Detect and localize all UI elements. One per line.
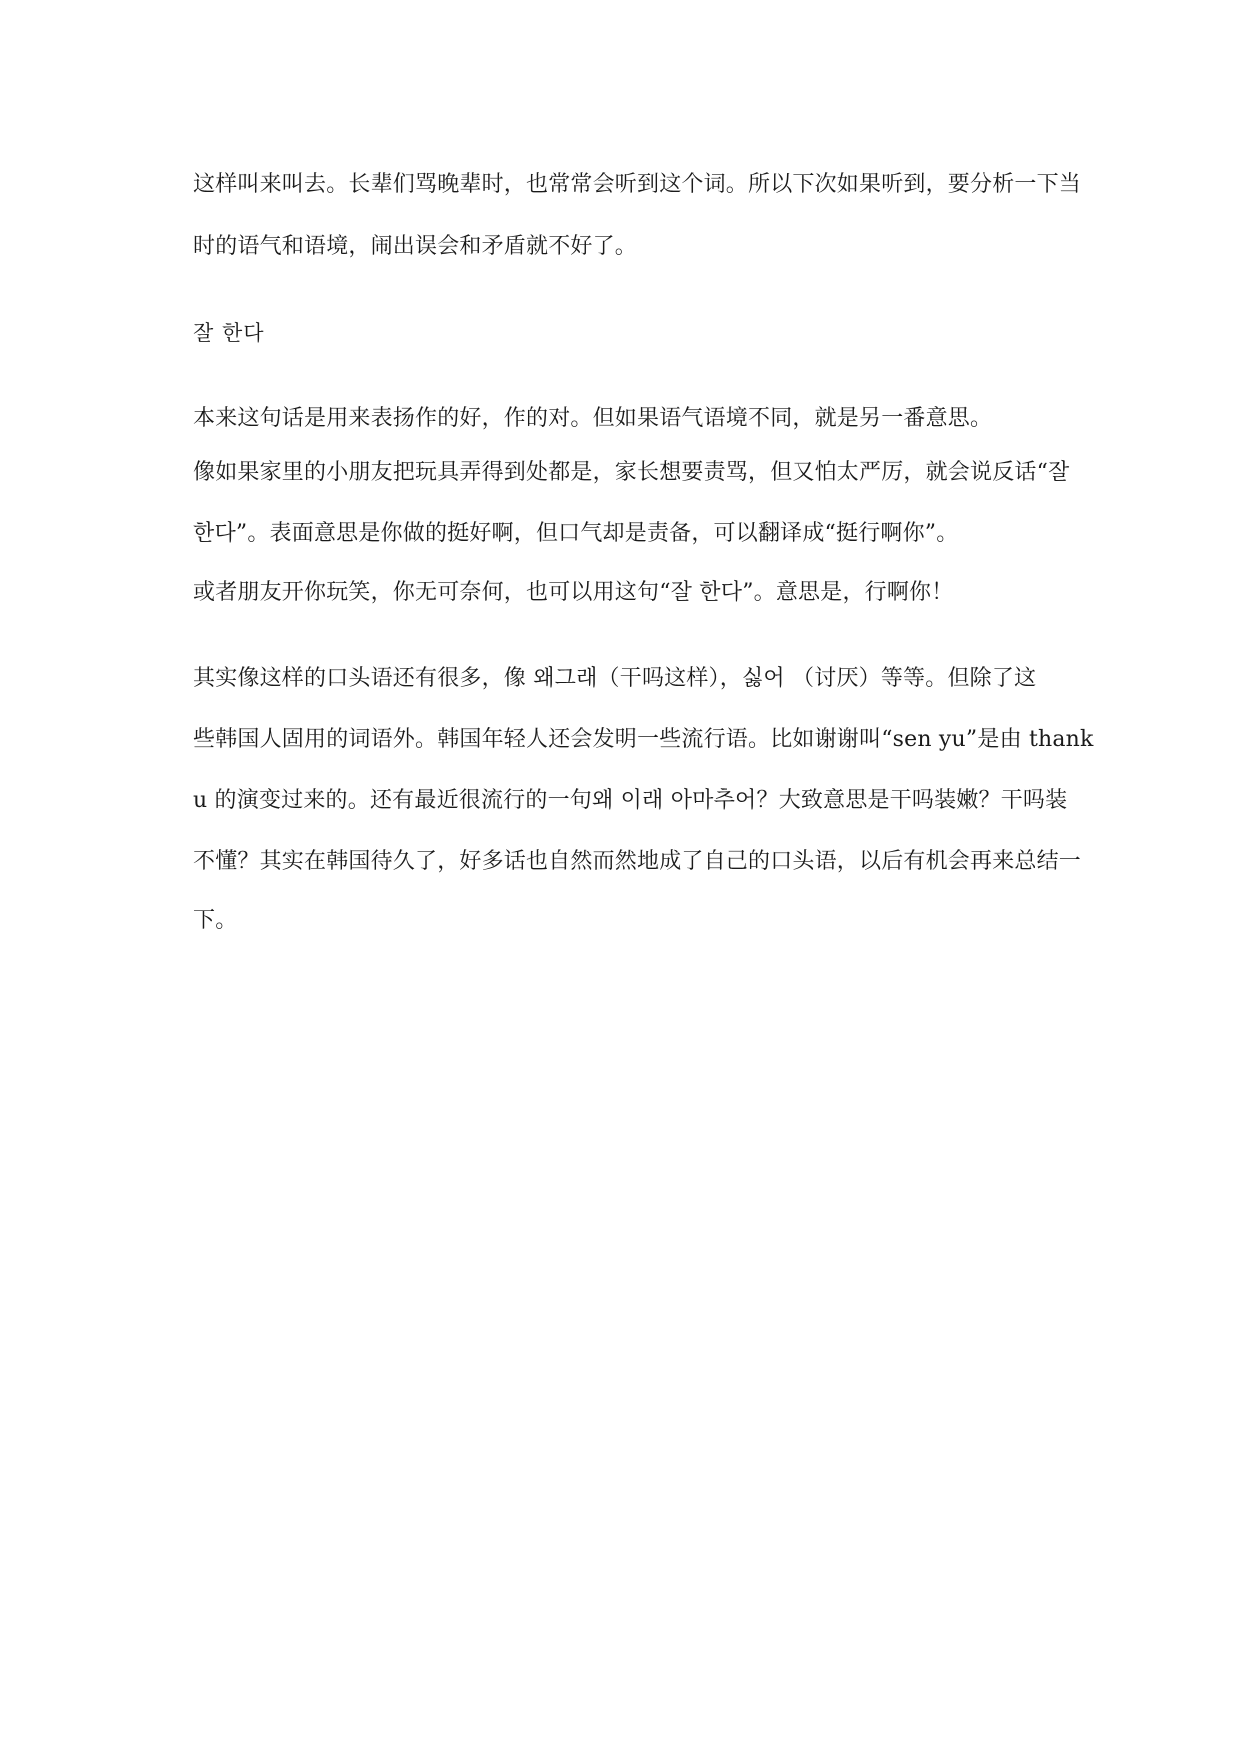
paragraph2-line-1: 像如果家里的小朋友把玩具弄得到处都是，家长想要责骂，但又怕太严厉，就会说反话“잘 bbox=[193, 460, 1070, 485]
intro-line-1: 这样叫来叫去。长辈们骂晚辈时，也常常会听到这个词。所以下次如果听到，要分析一下当 bbox=[193, 172, 1082, 197]
closing-line-1: 其实像这样的口头语还有很多，像 왜그래（干吗这样），싫어 （讨厌）等等。但除了这 bbox=[193, 666, 1037, 691]
closing-line-5: 下。 bbox=[193, 908, 238, 933]
paragraph1-line-1: 本来这句话是用来表扬作的好，作的对。但如果语气语境不同，就是另一番意思。 bbox=[193, 406, 993, 431]
paragraph3-line-1: 或者朋友开你玩笑，你无可奈何，也可以用这句“잘 한다”。意思是，行啊你！ bbox=[193, 580, 954, 605]
closing-line-4: 不懂？其实在韩国待久了，好多话也自然而然地成了自己的口头语，以后有机会再来总结一 bbox=[193, 849, 1082, 874]
paragraph2-line-2: 한다”。表面意思是你做的挺好啊，但口气却是责备，可以翻译成“挺行啊你”。 bbox=[193, 521, 959, 546]
intro-line-2: 时的语气和语境，闹出误会和矛盾就不好了。 bbox=[193, 234, 638, 259]
section-heading: 잘 한다 bbox=[193, 321, 265, 345]
closing-line-3: u 的演变过来的。还有最近很流行的一句왜 이래 아마추어？大致意思是干吗装嫩？干吗装 bbox=[193, 788, 1068, 813]
closing-line-2: 些韩国人固用的词语外。韩国年轻人还会发明一些流行语。比如谢谢叫“sen yu”是由 thank bbox=[193, 727, 1094, 752]
